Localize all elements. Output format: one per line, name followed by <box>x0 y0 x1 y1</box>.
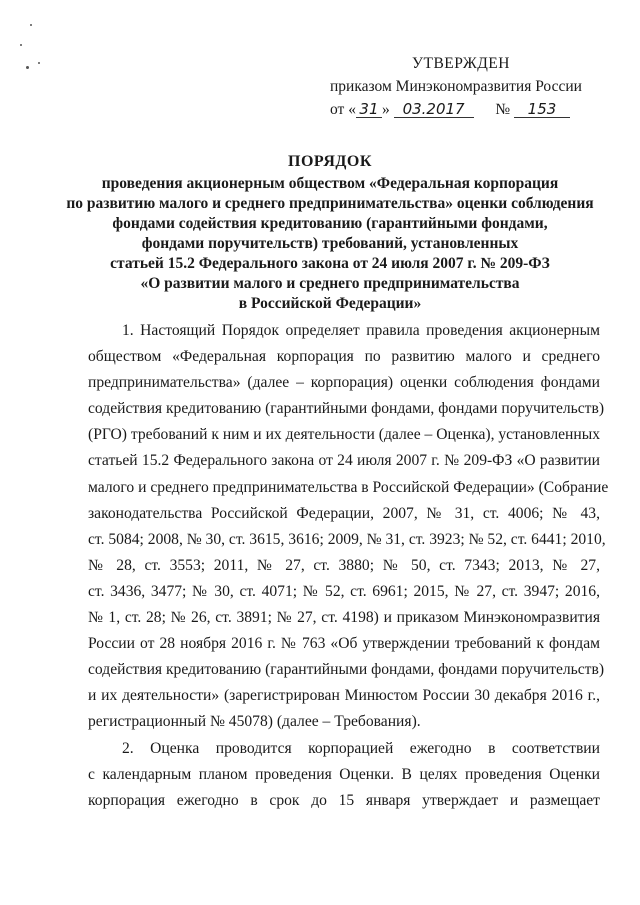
text-line: законодательства Российской Федерации, 2007, № 31, ст. 4006; № 43, <box>88 504 600 522</box>
text-line: ст. 5084; 2008, № 30, ст. 3615, 3616; 2009, № 31, ст. 3923; № 52, ст. 6441; 2010, <box>88 530 606 548</box>
text-line: с календарным планом проведения Оценки. В целях проведения Оценки <box>88 765 600 783</box>
document-heading <box>60 152 600 314</box>
date-mid: » <box>381 101 390 118</box>
number-prefix: № <box>495 101 511 118</box>
text-line: малого и среднего предпринимательства в Российской Федерации» (Собрание <box>88 478 609 496</box>
scan-speck <box>38 62 40 64</box>
document-subtitle <box>60 174 600 314</box>
heading-line: фондами содействия кредитованию (гарантийными фондами, <box>112 215 548 232</box>
order-number: 153 <box>514 101 570 118</box>
heading-line: в Российской Федерации» <box>238 295 422 312</box>
heading-line: «О развитии малого и среднего предпринимательства <box>140 275 520 292</box>
approval-block <box>330 54 590 120</box>
paragraph <box>88 318 609 736</box>
heading-line: фондами поручительств) требований, установленных <box>141 235 519 252</box>
date-prefix: от « <box>330 101 356 118</box>
heading-line: по развитию малого и среднего предпринимательства» оценки соблюдения <box>66 195 594 212</box>
text-line: предпринимательства» (далее – корпорация) оценки соблюдения фондами <box>88 374 600 392</box>
text-line: содействия кредитованию (гарантийными фондами, фондами поручительств) <box>88 400 605 418</box>
document-title: ПОРЯДОК <box>288 153 372 170</box>
text-line: ст. 3436, 3477; № 30, ст. 4071; № 52, ст. 6961; 2015, № 27, ст. 3947; 2016, <box>88 582 600 600</box>
text-line: корпорация ежегодно в срок до 15 января утверждает и размещает <box>88 791 600 809</box>
date-day: 31 <box>356 101 382 118</box>
text-line: № 1, ст. 28; № 26, ст. 3891; № 27, ст. 4198) и приказом Минэкономразвития <box>88 609 600 627</box>
text-line: и их деятельности» (зарегистрирован Минюстом России 30 декабря 2016 г., <box>88 687 600 705</box>
text-line: 1. Настоящий Порядок определяет правила проведения акционерным <box>122 322 600 339</box>
paragraph <box>88 736 600 814</box>
text-line: № 28, ст. 3553; 2011, № 27, ст. 3880; № 50, ст. 7343; 2013, № 27, <box>88 556 600 574</box>
heading-line: статьей 15.2 Федерального закона от 24 июля 2007 г. № 209-ФЗ <box>110 255 550 272</box>
text-line: 2. Оценка проводится корпорацией ежегодно в соответствии <box>122 739 600 757</box>
approval-date-line <box>330 100 590 120</box>
approval-order: приказом Минэкономразвития России <box>330 78 582 95</box>
date-month-year: 03.2017 <box>394 101 474 118</box>
scan-speck <box>20 44 22 46</box>
text-line: статьей 15.2 Федерального закона от 24 июля 2007 г. № 209-ФЗ «О развитии <box>88 452 600 470</box>
document-body <box>88 318 609 814</box>
heading-line: проведения акционерным обществом «Федеральная корпорация <box>101 175 559 192</box>
scan-speck <box>30 24 32 26</box>
text-line: содействия кредитованию (гарантийными фондами, фондами поручительств) <box>88 661 605 679</box>
text-line: (РГО) требований к ним и их деятельности (далее – Оценка), установленных <box>88 426 600 444</box>
text-line: обществом «Федеральная корпорация по развитию малого и среднего <box>88 348 600 366</box>
scan-speck <box>26 66 29 69</box>
text-line: России от 28 ноября 2016 г. № 763 «Об утверждении требований к фондам <box>88 635 600 653</box>
approval-title: УТВЕРЖДЕН <box>412 55 510 72</box>
text-line: регистрационный № 45078) (далее – Требования). <box>88 713 421 731</box>
